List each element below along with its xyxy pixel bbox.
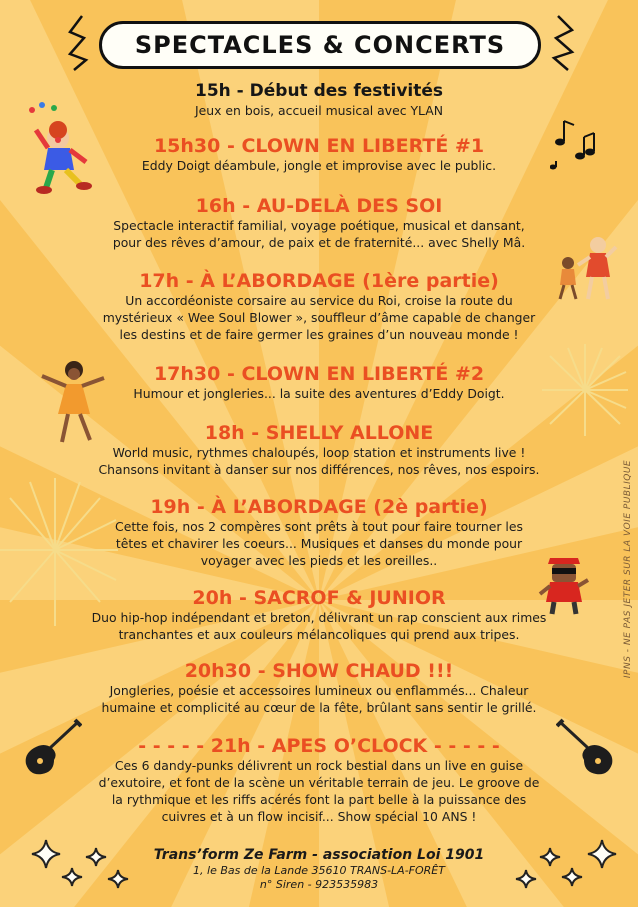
page-title: SPECTACLES & CONCERTS <box>134 31 506 59</box>
program-title: 19h - À L’ABORDAGE (2è partie) <box>150 496 488 518</box>
program-title: 20h30 - SHOW CHAUD !!! <box>184 660 454 682</box>
firework-icon <box>0 470 120 630</box>
program-line: mystérieux « Wee Soul Blower », souffleur d’âme capable de changer <box>102 310 536 325</box>
program-line: World music, rythmes chaloupés, loop station et instruments live ! <box>112 445 526 460</box>
program-line: les destins et de faire germer les graines d’un nouveau monde ! <box>119 327 519 342</box>
dancer-icon <box>38 358 108 446</box>
program-line: Eddy Doigt déambule, jongle et improvise avec le public. <box>141 158 497 173</box>
program-line: Duo hip-hop indépendant et breton, délivrant un rap conscient aux rimes <box>91 610 547 625</box>
program-title: 20h - SACROF & JUNIOR <box>192 587 446 609</box>
lightning-icon <box>548 14 578 72</box>
program-line: humaine et complicité au cœur de la fête, brûlant sans sentir le grillé. <box>101 700 537 715</box>
guitar-icon <box>20 718 82 778</box>
program-title: 15h - Début des festivités <box>194 81 444 101</box>
program-title: 18h - SHELLY ALLONE <box>204 422 434 444</box>
footer-address: 1, le Bas de la Lande 35610 TRANS-LA-FORÊT <box>193 864 445 877</box>
program-line: Humour et jongleries... la suite des aventures d’Eddy Doigt. <box>133 386 505 401</box>
side-note <box>622 420 634 720</box>
program-title: 15h30 - CLOWN EN LIBERTÉ #1 <box>153 135 485 157</box>
program-item <box>20 660 618 716</box>
program-line: la rythmique et les riffs acérés font la part belle à la puissance des <box>111 792 527 807</box>
program-line: cuivres et à un flow incisif... Show spécial 10 ANS ! <box>161 809 477 824</box>
music-notes-icon <box>550 115 600 170</box>
dancers-icon <box>548 233 620 305</box>
side-note-text: IPNS - NE PAS JETER SUR LA VOIE PUBLIQUE <box>623 459 633 679</box>
footer-siren: n° Siren - 923535983 <box>259 878 379 891</box>
guitar-icon <box>556 718 618 778</box>
lightning-icon <box>64 14 94 72</box>
program-line: Spectacle interactif familial, voyage poétique, musical et dansant, <box>113 218 525 233</box>
program-item <box>20 735 618 825</box>
program-title: 17h - À L’ABORDAGE (1ère partie) <box>139 270 499 292</box>
program-title: - - - - - 21h - APES O’CLOCK - - - - - <box>138 735 500 757</box>
firework-icon <box>540 340 630 440</box>
header-banner <box>99 21 541 69</box>
rapper-icon <box>538 550 590 616</box>
program-line: pour des rêves d’amour, de paix et de fraternité... avec Shelly Mâ. <box>112 235 526 250</box>
program-line: Jeux en bois, accueil musical avec YLAN <box>195 103 443 118</box>
program-line: Un accordéoniste corsaire au service du Roi, croise la route du <box>125 293 513 308</box>
program-line: Cette fois, nos 2 compères sont prêts à tout pour faire tourner les <box>115 519 523 534</box>
program-item <box>20 270 618 343</box>
program-item <box>20 363 618 402</box>
footer-organization: Trans’form Ze Farm - association Loi 1901 <box>153 847 485 863</box>
program-title: 17h30 - CLOWN EN LIBERTÉ #2 <box>153 363 485 385</box>
clown-icon <box>22 100 100 195</box>
program-title: 16h - AU-DELÀ DES SOI <box>195 195 443 217</box>
program-item <box>20 80 618 119</box>
program-line: Jongleries, poésie et accessoires lumineux ou enflammés... Chaleur <box>109 683 529 698</box>
program-line: voyager avec les pieds et les oreilles.. <box>200 553 438 568</box>
program-line: Chansons invitant à danser sur nos différences, nos rêves, nos espoirs. <box>98 462 540 477</box>
program-line: têtes et chavirer les coeurs... Musiques et danses du monde pour <box>115 536 523 551</box>
program-line: Ces 6 dandy-punks délivrent un rock bestial dans un live en guise <box>114 758 524 773</box>
program-line: tranchantes et aux couleurs mélancoliques qui prend aux tripes. <box>118 627 520 642</box>
program-item <box>20 195 618 251</box>
footer <box>20 846 618 892</box>
program-line: d’exutoire, et font de la scène un véritable terrain de jeu. Le groove de <box>98 775 540 790</box>
program-item <box>20 135 618 174</box>
